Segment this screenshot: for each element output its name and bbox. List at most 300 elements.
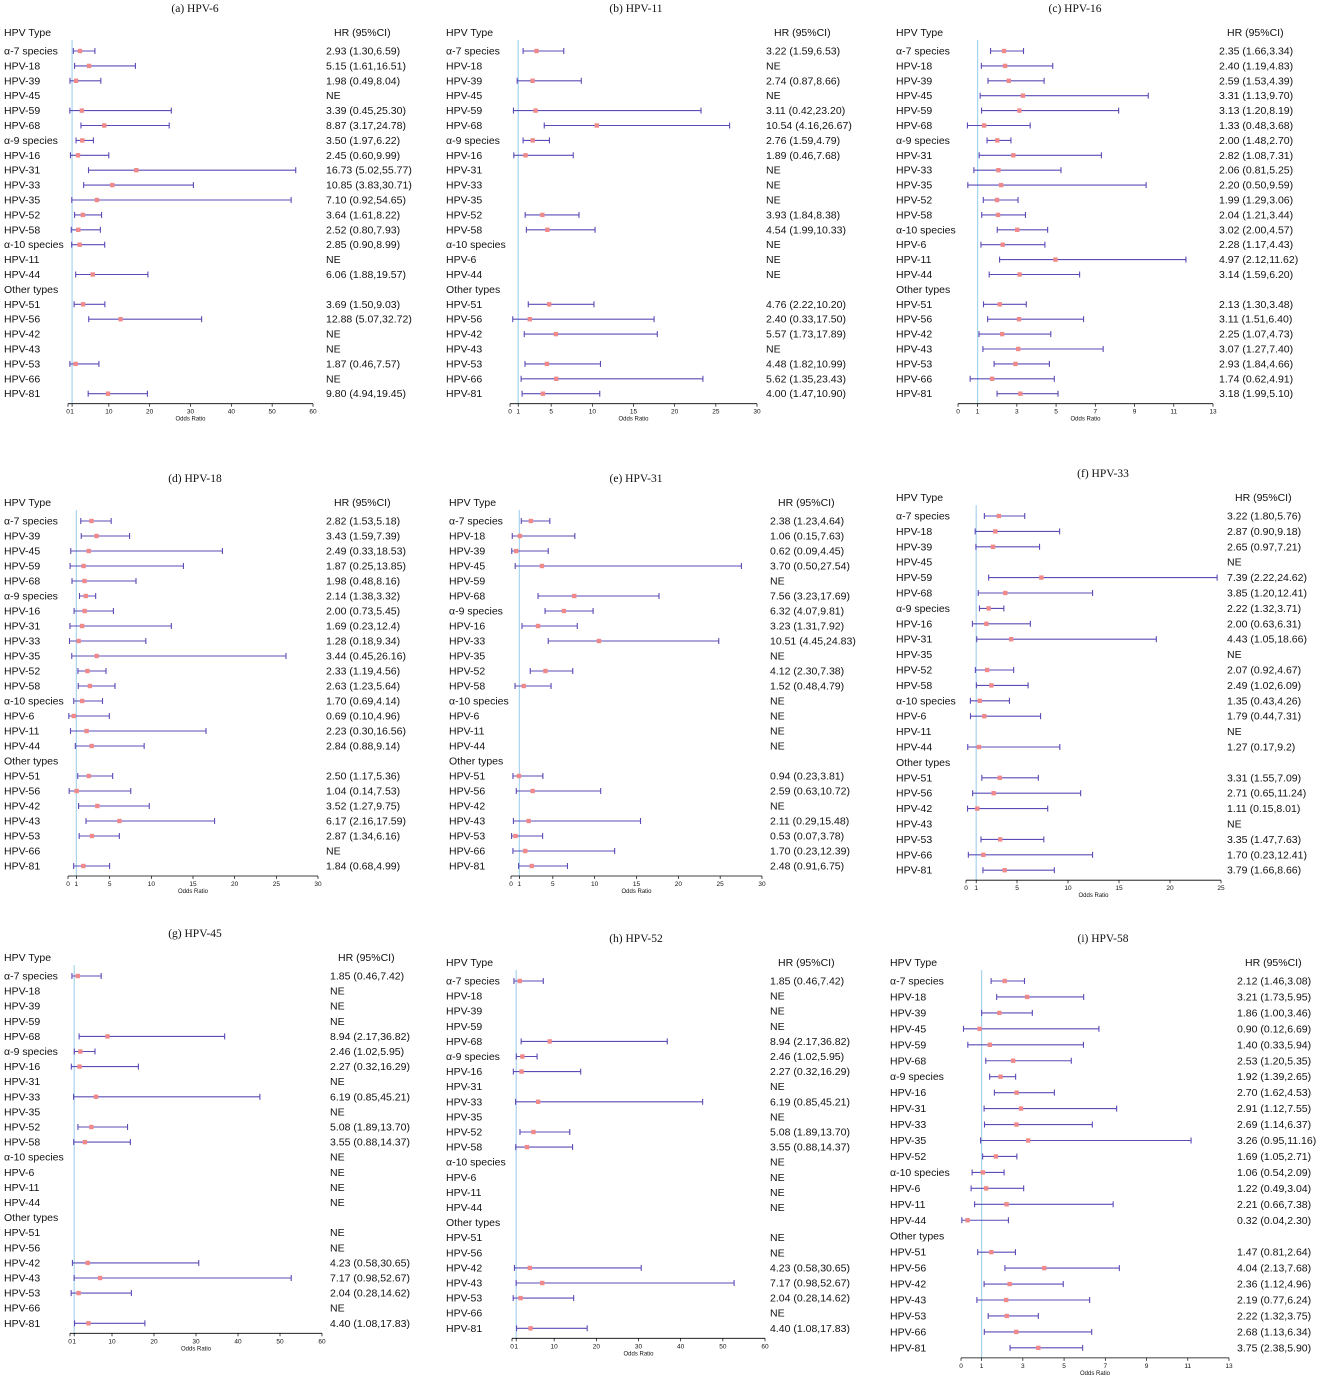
point-estimate <box>517 774 521 778</box>
point-estimate <box>1013 362 1017 366</box>
point-estimate <box>1016 347 1020 351</box>
row-label: HPV-33 <box>4 1091 41 1104</box>
header-hpv-type: HPV Type <box>4 952 52 964</box>
row-value: 16.73 (5.02,55.77) <box>326 164 412 177</box>
row-label: HPV-81 <box>890 1342 927 1355</box>
row-label: HPV-33 <box>446 179 483 192</box>
row-value: NE <box>770 1186 785 1199</box>
point-estimate <box>102 123 106 127</box>
row-label: HPV-18 <box>896 525 933 538</box>
row-label: HPV-31 <box>446 1081 483 1094</box>
row-value: 3.55 (0.88,14.37) <box>770 1141 850 1154</box>
row-label: HPV-58 <box>896 209 933 222</box>
x-tick-label: 50 <box>719 1343 727 1351</box>
row-label: HPV-68 <box>896 120 933 132</box>
row-label: HPV-43 <box>896 818 933 831</box>
row-label: HPV-59 <box>4 1015 41 1028</box>
point-estimate <box>94 534 98 538</box>
row-value: 8.87 (3.17,24.78) <box>326 120 406 132</box>
row-value: NE <box>770 1202 785 1214</box>
row-label: HPV-6 <box>449 710 480 723</box>
row-value: NE <box>330 1181 345 1194</box>
row-value: 2.45 (0.60,9.99) <box>326 149 401 162</box>
row-label: HPV-56 <box>890 1262 927 1275</box>
point-estimate <box>83 1140 87 1144</box>
row-label: Other types <box>4 283 59 296</box>
row-value: 2.48 (0.91,6.75) <box>770 860 845 873</box>
row-label: HPV-42 <box>449 800 486 813</box>
point-estimate <box>87 774 91 778</box>
point-estimate <box>530 789 534 793</box>
x-tick-label: 0 <box>509 881 513 888</box>
row-label: HPV-43 <box>449 815 486 828</box>
row-value: 2.27 (0.32,16.29) <box>770 1066 850 1079</box>
point-estimate <box>981 853 985 857</box>
row-value: 1.69 (0.23,12.4) <box>326 620 401 633</box>
row-label: α-9 species <box>4 134 58 147</box>
x-tick-label: 5 <box>551 881 555 888</box>
row-label: HPV-16 <box>4 149 41 162</box>
row-label: HPV-56 <box>4 785 41 798</box>
row-label: HPV-59 <box>4 560 41 573</box>
row-value: 2.14 (1.38,3.32) <box>326 590 401 603</box>
point-estimate <box>988 1043 992 1047</box>
point-estimate <box>545 228 549 232</box>
row-label: HPV-51 <box>4 298 41 311</box>
row-value: 2.19 (0.77,6.24) <box>1237 1294 1312 1307</box>
row-label: HPV-11 <box>446 1186 482 1199</box>
row-value: 1.70 (0.69,4.14) <box>326 695 401 708</box>
point-estimate <box>1011 153 1015 157</box>
point-estimate <box>1005 1314 1009 1318</box>
x-tick-label: 40 <box>677 1343 685 1351</box>
point-estimate <box>528 317 532 321</box>
x-tick-label: 10 <box>588 408 596 416</box>
point-estimate <box>78 1049 82 1053</box>
row-label: HPV-11 <box>4 1181 40 1194</box>
x-tick-label: 20 <box>150 1338 158 1346</box>
point-estimate <box>514 549 518 553</box>
row-value: 1.47 (0.81,2.64) <box>1237 1246 1312 1259</box>
row-label: HPV-45 <box>896 90 933 103</box>
point-estimate <box>523 849 527 853</box>
row-value: NE <box>330 1227 345 1240</box>
forest-panel <box>446 3 852 423</box>
row-label: HPV-35 <box>890 1135 927 1147</box>
x-tick-label: 1 <box>975 408 980 416</box>
row-value: NE <box>766 90 781 103</box>
point-estimate <box>597 639 601 643</box>
point-estimate <box>118 317 122 321</box>
row-value: 2.93 (1.30,6.59) <box>326 45 401 58</box>
row-value: 7.56 (3.23,17.69) <box>770 590 850 603</box>
row-value: 8.94 (2.17,36.82) <box>330 1030 410 1043</box>
header-hr-ci: HR (95%CI) <box>338 952 395 964</box>
x-axis-label: Odds Ratio <box>177 889 209 895</box>
point-estimate <box>1017 272 1021 276</box>
panel-title: (a) HPV-6 <box>171 3 219 15</box>
row-label: α-9 species <box>890 1071 944 1084</box>
point-estimate <box>526 819 530 823</box>
point-estimate <box>95 198 99 202</box>
point-estimate <box>536 624 540 628</box>
row-label: HPV-53 <box>449 830 486 843</box>
row-value: NE <box>766 239 781 252</box>
point-estimate <box>1015 228 1019 232</box>
row-value: 2.87 (1.34,6.16) <box>326 830 401 843</box>
point-estimate <box>1004 1298 1008 1302</box>
point-estimate <box>543 669 547 673</box>
row-label: HPV-6 <box>446 254 477 267</box>
x-tick-label: 20 <box>671 408 679 416</box>
row-label: HPV-56 <box>896 313 933 326</box>
point-estimate <box>540 213 544 217</box>
x-tick-label: 20 <box>592 1343 600 1351</box>
forest-panel <box>4 473 406 895</box>
point-estimate <box>1001 243 1005 247</box>
row-label: α-10 species <box>896 224 956 237</box>
row-label: HPV-35 <box>446 1111 483 1124</box>
row-value: NE <box>326 328 341 341</box>
row-value: 2.07 (0.92,4.67) <box>1227 664 1302 677</box>
row-value: 2.35 (1.66,3.34) <box>1219 45 1294 58</box>
row-label: HPV-31 <box>4 164 41 177</box>
header-hpv-type: HPV Type <box>449 497 497 509</box>
row-label: HPV-43 <box>4 343 41 356</box>
row-value: 7.17 (0.98,52.67) <box>330 1272 410 1285</box>
row-label: α-10 species <box>4 239 64 252</box>
row-value: 2.00 (0.73,5.45) <box>326 605 401 618</box>
x-tick-label: 30 <box>753 408 761 416</box>
x-tick-label: 50 <box>276 1338 284 1346</box>
row-label: Other types <box>4 1212 59 1225</box>
row-value: 4.04 (2.13,7.68) <box>1237 1262 1312 1275</box>
row-label: HPV-58 <box>4 1136 41 1149</box>
row-value: NE <box>770 1020 785 1033</box>
point-estimate <box>540 1281 544 1285</box>
row-label: HPV-39 <box>4 530 41 543</box>
x-tick-label: 11 <box>1170 408 1178 416</box>
row-value: 2.52 (0.80,7.93) <box>326 224 401 237</box>
point-estimate <box>77 1064 81 1068</box>
row-label: HPV-39 <box>446 1005 483 1018</box>
row-label: HPV-31 <box>890 1103 927 1116</box>
point-estimate <box>981 1170 985 1174</box>
row-value: NE <box>770 1081 785 1094</box>
row-value: 3.21 (1.73,5.95) <box>1237 991 1312 1004</box>
row-label: HPV-52 <box>4 209 41 222</box>
row-label: HPV-43 <box>446 343 483 356</box>
point-estimate <box>965 1218 969 1222</box>
row-value: 2.71 (0.65,11.24) <box>1227 787 1307 800</box>
point-estimate <box>76 974 80 978</box>
point-estimate <box>86 1261 90 1265</box>
row-value: 3.31 (1.55,7.09) <box>1227 772 1302 785</box>
row-label: HPV-35 <box>4 1106 41 1119</box>
row-value: 2.93 (1.84,4.66) <box>1219 358 1294 371</box>
row-value: 2.69 (1.14,6.37) <box>1237 1119 1312 1132</box>
point-estimate <box>528 1266 532 1270</box>
point-estimate <box>80 108 84 112</box>
row-value: 12.88 (5.07,32.72) <box>326 313 412 326</box>
row-label: HPV-44 <box>896 269 933 281</box>
row-value: 4.97 (2.12,11.62) <box>1219 254 1299 267</box>
row-label: HPV-52 <box>446 209 483 222</box>
row-label: HPV-68 <box>896 587 933 600</box>
row-label: HPV-43 <box>896 343 933 356</box>
row-label: HPV-35 <box>896 179 933 192</box>
row-label: HPV-44 <box>446 269 483 281</box>
point-estimate <box>134 168 138 172</box>
point-estimate <box>1026 1138 1030 1142</box>
x-tick-label: 20 <box>146 408 154 416</box>
row-label: α-7 species <box>449 515 503 528</box>
x-tick-label: 5 <box>1054 408 1058 416</box>
row-value: 2.46 (1.02,5.95) <box>770 1051 845 1063</box>
x-tick-label: 1 <box>514 1343 519 1351</box>
row-value: 1.06 (0.54,2.09) <box>1237 1166 1312 1179</box>
panel-title: (f) HPV-33 <box>1077 468 1129 480</box>
point-estimate <box>1025 995 1029 999</box>
row-value: 2.00 (0.63,6.31) <box>1227 618 1302 631</box>
point-estimate <box>76 228 80 232</box>
x-tick-label: 40 <box>234 1338 242 1346</box>
row-label: α-10 species <box>4 695 64 708</box>
x-tick-label: 0 <box>68 1338 72 1346</box>
row-label: α-10 species <box>890 1166 950 1179</box>
row-label: HPV-44 <box>449 740 486 753</box>
row-label: α-7 species <box>4 970 58 983</box>
row-value: NE <box>330 1166 345 1179</box>
row-value: 3.79 (1.66,8.66) <box>1227 864 1302 877</box>
row-label: HPV-42 <box>4 328 41 341</box>
point-estimate <box>88 684 92 688</box>
row-label: HPV-58 <box>896 679 933 692</box>
row-label: HPV-45 <box>4 90 41 103</box>
point-estimate <box>995 138 999 142</box>
x-tick-label: 30 <box>192 1338 200 1346</box>
row-value: NE <box>770 1171 785 1184</box>
panel-title: (i) HPV-58 <box>1077 933 1129 945</box>
row-value: 2.49 (0.33,18.53) <box>326 545 406 558</box>
row-label: HPV-56 <box>896 787 933 800</box>
row-value: NE <box>770 740 785 753</box>
header-hr-ci: HR (95%CI) <box>778 497 835 509</box>
row-value: NE <box>766 179 781 192</box>
x-tick-label: 15 <box>632 881 641 888</box>
x-tick-label: 0 <box>66 881 70 888</box>
forest-panel <box>896 468 1307 899</box>
row-value: NE <box>766 343 781 356</box>
row-label: HPV-44 <box>890 1214 927 1227</box>
row-label: HPV-43 <box>4 815 41 828</box>
point-estimate <box>90 834 94 838</box>
x-tick-label: 13 <box>1225 1362 1233 1370</box>
row-value: 6.19 (0.85,45.21) <box>330 1091 410 1104</box>
row-label: HPV-33 <box>896 164 933 177</box>
row-label: HPV-52 <box>896 664 933 677</box>
row-label: HPV-42 <box>446 1262 483 1275</box>
row-value: 1.27 (0.17,9.2) <box>1227 741 1296 754</box>
row-value: 1.85 (0.46,7.42) <box>330 970 405 983</box>
row-label: α-9 species <box>449 605 503 618</box>
point-estimate <box>518 534 522 538</box>
row-value: 2.59 (1.53,4.39) <box>1219 75 1294 88</box>
point-estimate <box>520 1054 524 1058</box>
point-estimate <box>977 745 981 749</box>
row-value: 3.22 (1.80,5.76) <box>1227 510 1302 523</box>
row-value: NE <box>766 194 781 207</box>
row-value: 4.76 (2.22,10.20) <box>766 298 846 311</box>
point-estimate <box>106 392 110 396</box>
panel-title: (g) HPV-45 <box>168 928 222 940</box>
row-value: 1.85 (0.46,7.42) <box>770 975 845 988</box>
x-tick-label: 20 <box>231 881 239 888</box>
point-estimate <box>536 1100 540 1104</box>
point-estimate <box>540 564 544 568</box>
x-tick-label: 25 <box>716 881 724 888</box>
point-estimate <box>995 198 999 202</box>
point-estimate <box>982 714 986 718</box>
row-label: HPV-81 <box>446 1322 483 1335</box>
x-tick-label: 3 <box>1021 1362 1025 1370</box>
row-label: HPV-39 <box>896 541 933 554</box>
row-label: HPV-44 <box>4 740 41 753</box>
row-value: 2.06 (0.81,5.25) <box>1219 164 1294 177</box>
x-tick-label: 1 <box>979 1362 984 1370</box>
row-label: α-7 species <box>4 45 58 58</box>
row-label: α-9 species <box>446 1051 500 1063</box>
row-label: HPV-52 <box>896 194 933 207</box>
point-estimate <box>81 864 85 868</box>
row-label: α-9 species <box>4 1046 58 1058</box>
row-value: 3.14 (1.59,6.20) <box>1219 269 1294 281</box>
x-tick-label: 3 <box>1015 408 1019 416</box>
point-estimate <box>518 1296 522 1300</box>
row-value: NE <box>326 845 341 858</box>
row-label: HPV-16 <box>446 1066 483 1079</box>
row-value: 1.87 (0.46,7.57) <box>326 358 401 371</box>
point-estimate <box>80 624 84 628</box>
row-value: 2.22 (1.32,3.75) <box>1237 1310 1312 1323</box>
row-value: 2.91 (1.12,7.55) <box>1237 1103 1312 1116</box>
x-tick-label: 25 <box>272 881 280 888</box>
point-estimate <box>1014 1090 1018 1094</box>
row-value: NE <box>770 1111 785 1124</box>
row-label: HPV-53 <box>446 358 483 371</box>
point-estimate <box>1036 1346 1040 1350</box>
point-estimate <box>72 714 76 718</box>
panel-title: (b) HPV-11 <box>609 3 663 15</box>
row-label: HPV-18 <box>446 60 483 73</box>
point-estimate <box>547 302 551 306</box>
row-value: 1.40 (0.33,5.94) <box>1237 1039 1312 1052</box>
point-estimate <box>1007 1282 1011 1286</box>
forest-panel <box>449 473 856 895</box>
row-value: 0.32 (0.04,2.30) <box>1237 1214 1312 1227</box>
row-value: 7.10 (0.92,54.65) <box>326 194 406 207</box>
row-value: 3.44 (0.45,26.16) <box>326 650 406 663</box>
row-label: HPV-39 <box>4 75 41 88</box>
row-label: HPV-39 <box>446 75 483 88</box>
row-value: 2.33 (1.19,4.56) <box>326 665 401 678</box>
x-tick-label: 40 <box>227 408 235 416</box>
row-label: HPV-42 <box>446 328 483 341</box>
row-label: HPV-68 <box>4 575 41 588</box>
x-tick-label: 60 <box>318 1338 326 1346</box>
row-value: 0.94 (0.23,3.81) <box>770 770 845 783</box>
point-estimate <box>76 153 80 157</box>
row-label: HPV-45 <box>449 560 486 573</box>
x-tick-label: 1 <box>974 885 979 893</box>
row-value: 5.08 (1.89,13.70) <box>330 1121 410 1134</box>
row-label: HPV-31 <box>446 164 483 177</box>
row-value: 6.17 (2.16,17.59) <box>326 815 406 828</box>
row-value: 1.74 (0.62,4.91) <box>1219 373 1294 386</box>
row-label: α-9 species <box>446 134 500 147</box>
point-estimate <box>1003 64 1007 68</box>
row-value: 2.85 (0.90,8.99) <box>326 239 401 252</box>
row-label: HPV-56 <box>4 313 41 326</box>
row-value: 1.87 (0.25,13.85) <box>326 560 406 573</box>
row-label: HPV-56 <box>4 1242 41 1255</box>
row-value: 3.43 (1.59,7.39) <box>326 530 401 543</box>
point-estimate <box>531 1130 535 1134</box>
row-label: HPV-66 <box>896 373 933 386</box>
forest-panel <box>896 3 1298 423</box>
point-estimate <box>1018 392 1022 396</box>
row-label: HPV-11 <box>896 726 932 739</box>
row-value: 2.87 (0.90,9.18) <box>1227 525 1302 538</box>
row-value: NE <box>1227 556 1242 569</box>
x-tick-label: 60 <box>309 408 317 416</box>
row-label: Other types <box>4 755 59 768</box>
header-hr-ci: HR (95%CI) <box>1227 27 1284 39</box>
row-label: HPV-35 <box>449 650 486 663</box>
x-tick-label: 0 <box>956 408 960 416</box>
row-value: 0.53 (0.07,3.78) <box>770 830 845 843</box>
row-label: HPV-11 <box>890 1198 926 1211</box>
row-label: HPV-59 <box>890 1039 927 1052</box>
row-label: HPV-11 <box>4 725 40 738</box>
row-value: 2.49 (1.02,6.09) <box>1227 679 1302 692</box>
row-value: 4.54 (1.99,10.33) <box>766 224 846 237</box>
row-value: 3.18 (1.99,5.10) <box>1219 388 1294 401</box>
row-value: 2.63 (1.23,5.64) <box>326 680 401 693</box>
row-label: HPV-42 <box>896 328 933 341</box>
point-estimate <box>80 138 84 142</box>
row-label: HPV-56 <box>446 313 483 326</box>
row-value: NE <box>770 650 785 663</box>
x-tick-label: 0 <box>66 408 70 416</box>
row-label: HPV-6 <box>446 1171 477 1184</box>
panel-title: (h) HPV-52 <box>609 933 663 945</box>
point-estimate <box>530 79 534 83</box>
point-estimate <box>76 1291 80 1295</box>
row-value: 2.38 (1.23,4.64) <box>770 515 845 528</box>
row-label: HPV-16 <box>896 618 933 631</box>
row-value: 1.84 (0.68,4.99) <box>326 860 401 873</box>
row-value: 1.22 (0.49,3.04) <box>1237 1182 1312 1195</box>
row-value: NE <box>330 1151 345 1164</box>
x-tick-label: 30 <box>758 881 766 888</box>
row-value: 1.99 (1.29,3.06) <box>1219 194 1294 207</box>
point-estimate <box>986 606 990 610</box>
row-label: HPV-52 <box>446 1126 483 1139</box>
point-estimate <box>513 834 517 838</box>
row-label: HPV-66 <box>446 373 483 386</box>
row-label: HPV-52 <box>449 665 486 678</box>
